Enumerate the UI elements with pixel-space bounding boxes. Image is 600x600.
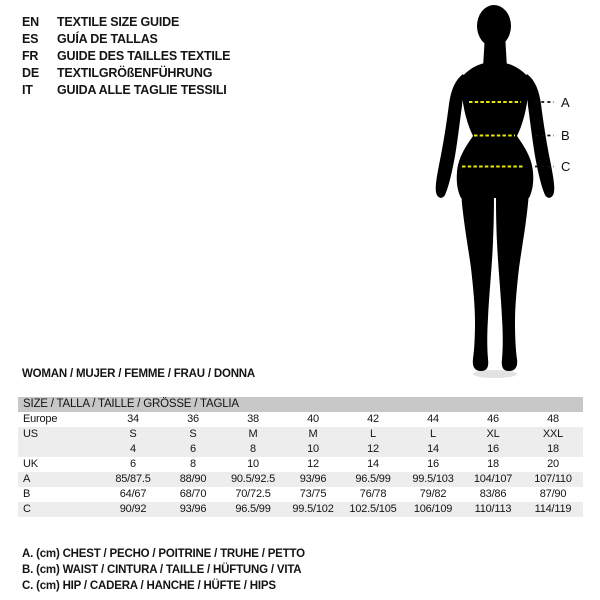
size-cell: 48 xyxy=(547,413,559,425)
row-label: A xyxy=(23,473,31,485)
size-cell: 18 xyxy=(547,443,559,455)
size-cell: 83/86 xyxy=(479,488,507,500)
row-label: US xyxy=(23,428,38,440)
size-cell: 10 xyxy=(247,458,259,470)
label-b: B xyxy=(561,128,570,143)
size-cell: 73/75 xyxy=(299,488,327,500)
size-cell: M xyxy=(308,428,318,440)
size-cell: 46 xyxy=(487,413,499,425)
lang-code: EN xyxy=(22,15,39,29)
row-label: Europe xyxy=(23,413,58,425)
size-cell: 99.5/103 xyxy=(412,473,454,485)
size-cell: 42 xyxy=(367,413,379,425)
label-c: C xyxy=(561,159,571,174)
lang-row-fr xyxy=(22,48,230,65)
lang-row-it xyxy=(22,82,230,99)
size-cell: 36 xyxy=(187,413,199,425)
size-cell: 14 xyxy=(367,458,379,470)
size-cell: 114/119 xyxy=(534,503,572,515)
language-list xyxy=(22,14,230,99)
size-cell: 90.5/92.5 xyxy=(230,473,276,485)
size-cell: 10 xyxy=(307,443,319,455)
legend-chest: A. (cm) CHEST / PECHO / POITRINE / TRUHE / PETTO xyxy=(22,548,305,560)
size-cell: 79/82 xyxy=(419,488,447,500)
size-cell: 64/67 xyxy=(119,488,147,500)
silhouette-right-leg xyxy=(496,192,529,371)
size-cell: 44 xyxy=(427,413,439,425)
silhouette-body xyxy=(436,5,555,371)
silhouette-svg xyxy=(413,0,583,382)
lang-row-es xyxy=(22,31,230,48)
size-cell: 90/92 xyxy=(119,503,147,515)
size-cell: 96.5/99 xyxy=(355,473,391,485)
size-cell: L xyxy=(370,428,376,440)
table-row xyxy=(18,487,583,502)
size-cell: 6 xyxy=(190,443,196,455)
size-cell: 16 xyxy=(427,458,439,470)
table-row xyxy=(18,502,583,517)
size-cell: 8 xyxy=(250,443,256,455)
woman-silhouette-figure xyxy=(413,0,583,382)
silhouette-left-leg xyxy=(461,192,494,371)
table-row xyxy=(18,472,583,487)
floor-shadow xyxy=(473,370,517,378)
size-cell: 40 xyxy=(307,413,319,425)
lang-row-de xyxy=(22,65,230,82)
label-a: A xyxy=(561,95,570,110)
table-row xyxy=(18,457,583,472)
size-cell: 68/70 xyxy=(179,488,207,500)
size-cell: 88/90 xyxy=(179,473,207,485)
size-cell: 107/110 xyxy=(534,473,572,485)
size-cell: 18 xyxy=(487,458,499,470)
lang-label: GUÍA DE TALLAS xyxy=(57,32,158,46)
size-cell: L xyxy=(430,428,436,440)
lang-label: TEXTILE SIZE GUIDE xyxy=(57,15,180,29)
table-rows xyxy=(18,412,583,517)
legend-waist: B. (cm) WAIST / CINTURA / TAILLE / HÜFTUNG / VITA xyxy=(22,564,302,576)
table-row xyxy=(18,442,583,457)
size-cell: 99.5/102 xyxy=(292,503,334,515)
size-cell: 8 xyxy=(190,458,196,470)
lang-label: TEXTILGRÖßENFÜHRUNG xyxy=(57,66,213,80)
size-cell: 38 xyxy=(247,413,259,425)
lang-code: FR xyxy=(22,49,39,63)
row-label: B xyxy=(23,488,31,500)
row-label: C xyxy=(23,503,31,515)
size-cell: 96.5/99 xyxy=(235,503,271,515)
legend-hip: C. (cm) HIP / CADERA / HANCHE / HÜFTE / HIPS xyxy=(22,580,276,592)
size-cell: 70/72.5 xyxy=(235,488,271,500)
size-table xyxy=(18,397,583,517)
size-cell: 34 xyxy=(127,413,139,425)
section-title: WOMAN / MUJER / FEMME / FRAU / DONNA xyxy=(22,368,256,380)
lang-row-en xyxy=(22,14,230,31)
size-cell: 76/78 xyxy=(359,488,387,500)
size-cell: M xyxy=(248,428,258,440)
lang-code: IT xyxy=(22,83,33,97)
table-row xyxy=(18,412,583,427)
size-cell: 104/107 xyxy=(473,473,513,485)
size-cell: 110/113 xyxy=(474,503,512,515)
table-header: SIZE / TALLA / TAILLE / GRÖSSE / TAGLIA xyxy=(18,397,583,412)
lang-label: GUIDA ALLE TAGLIE TESSILI xyxy=(57,83,227,97)
size-cell: 14 xyxy=(427,443,439,455)
size-cell: 6 xyxy=(130,458,136,470)
table-row xyxy=(18,427,583,442)
lang-code: DE xyxy=(22,66,39,80)
size-cell: 93/96 xyxy=(179,503,207,515)
size-cell: XL xyxy=(486,428,500,440)
size-cell: XXL xyxy=(542,428,564,440)
lang-code: ES xyxy=(22,32,39,46)
size-cell: 102.5/105 xyxy=(349,503,397,515)
measurement-legend xyxy=(22,546,305,594)
size-cell: 106/109 xyxy=(413,503,453,515)
size-cell: 12 xyxy=(307,458,319,470)
size-cell: 12 xyxy=(367,443,379,455)
size-cell: 85/87.5 xyxy=(115,473,151,485)
size-cell: 87/90 xyxy=(539,488,567,500)
row-label: UK xyxy=(23,458,38,470)
size-cell: S xyxy=(129,428,137,440)
size-cell: 16 xyxy=(487,443,499,455)
row-label xyxy=(18,442,103,457)
size-cell: 93/96 xyxy=(299,473,327,485)
size-cell: 4 xyxy=(130,443,136,455)
size-cell: 20 xyxy=(547,458,559,470)
silhouette-torso xyxy=(457,62,534,198)
size-cell: S xyxy=(189,428,197,440)
lang-label: GUIDE DES TAILLES TEXTILE xyxy=(57,49,231,63)
